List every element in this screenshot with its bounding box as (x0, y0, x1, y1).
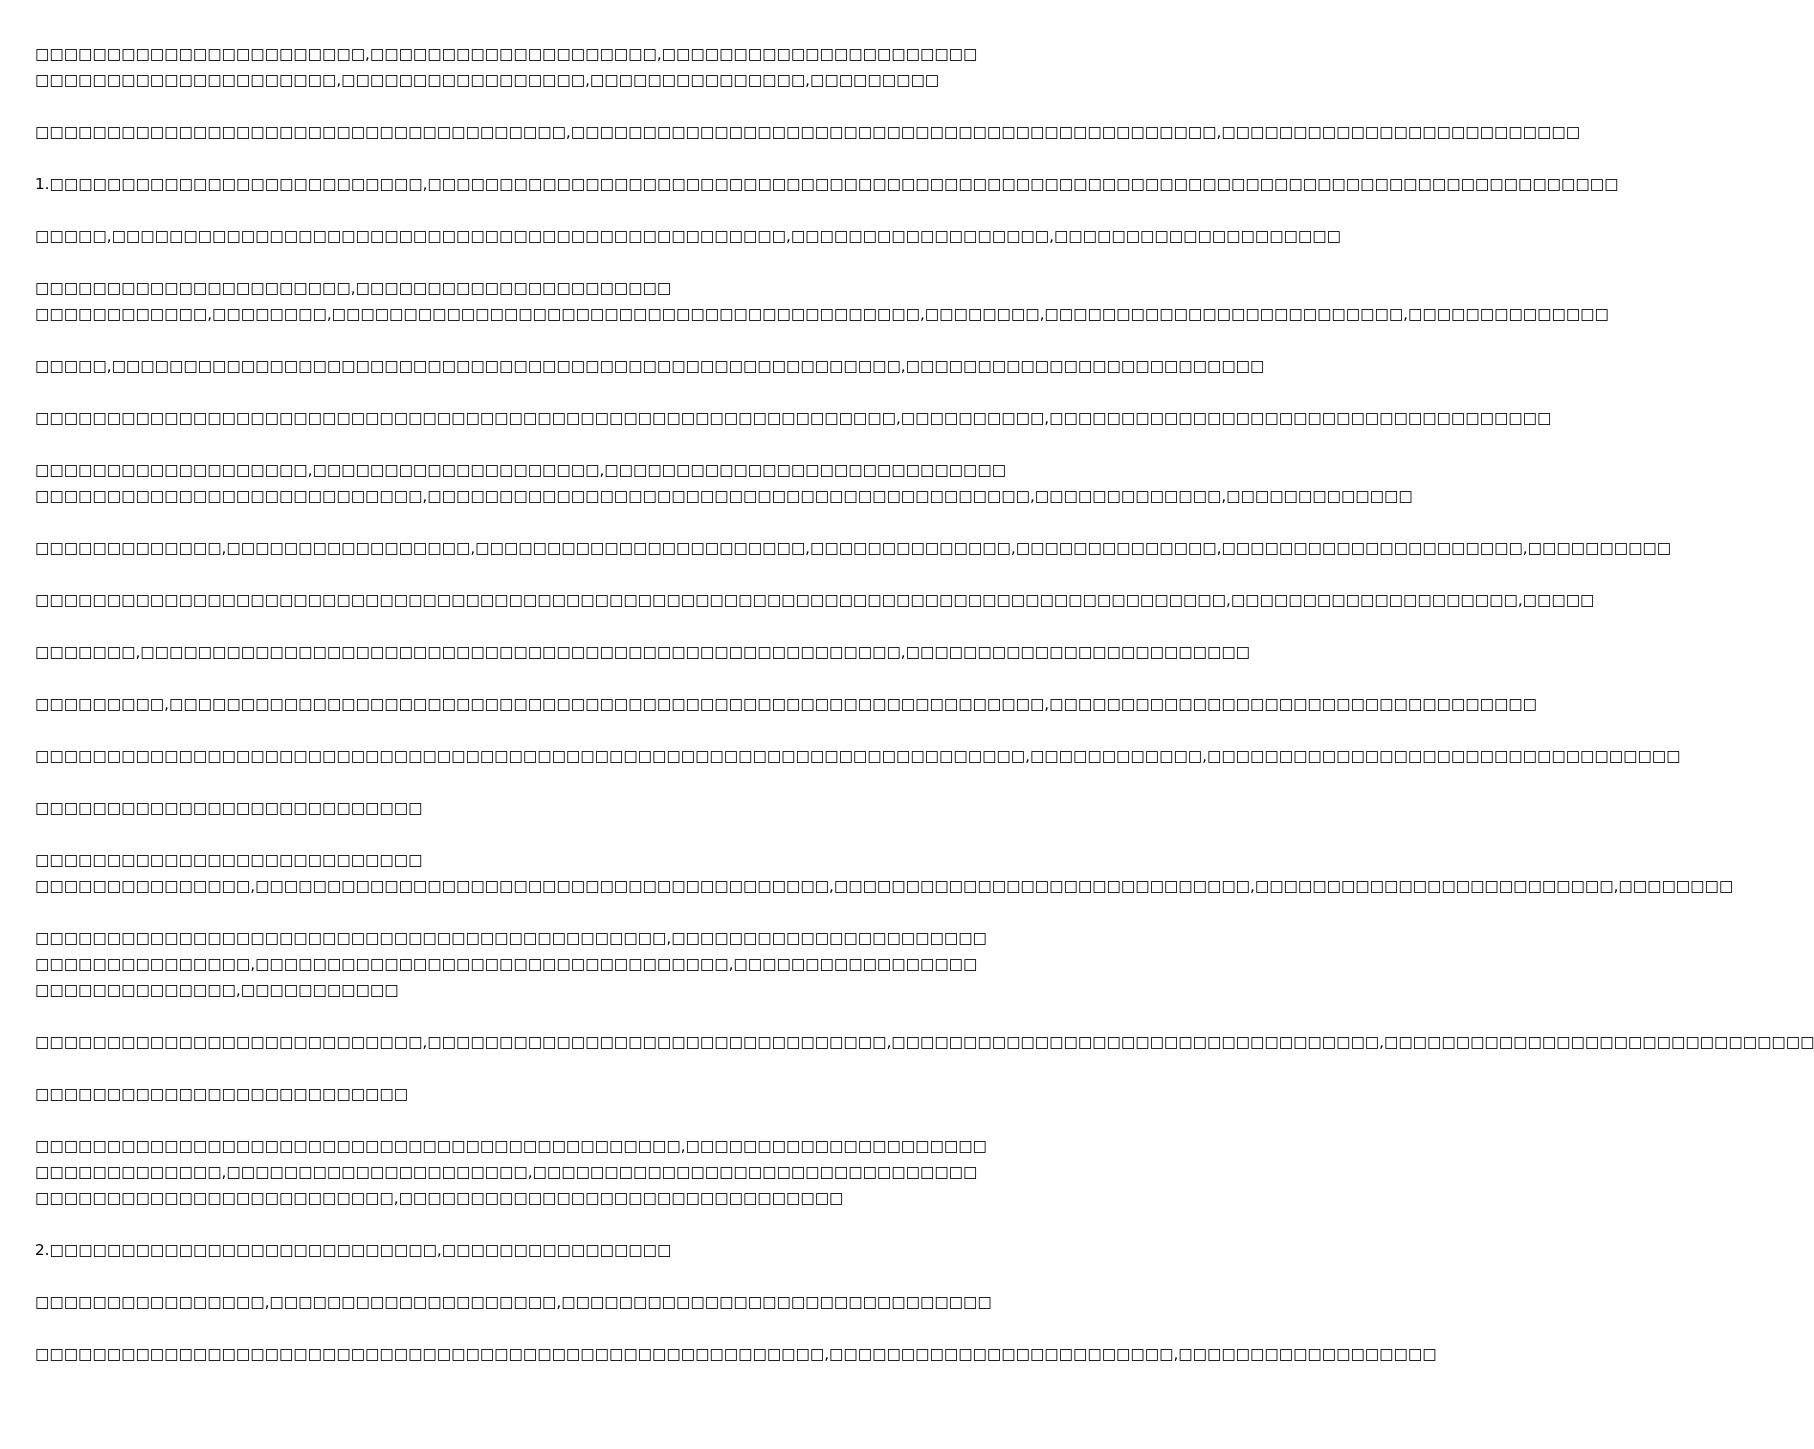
paragraph: 1.□□□□□□□□□□□□□□□□□□□□□□□□□□,□□□□□□□□□□□□□□□□□□□□□□□□□□□□□□□□□□□□□□□□□□□□□□□□□□□□□□□□□□□□□□□□□□□□□□□□□□□□□□□□□□□ (35, 175, 1619, 193)
paragraph: □□□□□□□□□□□□□□□□□□□,□□□□□□□□□□□□□□□□□□□□,□□□□□□□□□□□□□□□□□□□□□□□□□□□□ (35, 461, 1007, 479)
paragraph: □□□□□□□□□□□□□□□□□□□□□□□□□□□□□□□□□□□□□□□□□□□□□□□□□□□□□□□□□□□□,□□□□□□□□□□,□□□□□□□□□□□□□□□□□□□□□□□□□□□□□□□□□□□ (35, 409, 1552, 427)
paragraph: □□□□□□□□□□□□□□□□□□□□□□□,□□□□□□□□□□□□□□□□□□□□,□□□□□□□□□□□□□□□□□□□□□□□□□□□□□□□□□□□□□□□□□□□,□□□□□□□□□□□□□□□□□,□□□□□□□□□□□□□□□,□□□□□□□□□ (35, 45, 978, 89)
paragraph: □□□□□□□□□□□□□□□□,□□□□□□□□□□□□□□□□□□□□,□□□□□□□□□□□□□□□□□□□□□□□□□□□□□□ (35, 1293, 992, 1311)
paragraph: □□□□□□□□□□□□□□□,□□□□□□□□□□□□□□□□□□□□□□□□□□□□□□□□□□□□□□□□,□□□□□□□□□□□□□□□□□□□□□□□□□□□□□,□□□□□□□□□□□□□□□□□□□□□□□□□,□□□□□□□□ (35, 877, 1734, 895)
paragraph: □□□□□□□□□□□□□□□□□□□□□□□□□□□□□□□□□□□□□□□□□□□□□□□□□□□□□□□,□□□□□□□□□□□□□□□□□□□□□□□□,□□□□□□□□□□□□□□□□□□ (35, 1345, 1437, 1363)
paragraph: □□□□□□□□□□□□□□□□□□□□□□□□□□□□□□□□□□□□□□□□□□□□□□□□□□□□□□□□□□□□□□□□□□□□□,□□□□□□□□□□□□,□□□□□□□□□□□□□□□□□□□□□□□□□□□□□□□□□ (35, 747, 1681, 765)
paragraph: □□□□□□□□□□□□□□□□□□□□□□□□□□□ (35, 851, 423, 869)
paragraph: □□□□□,□□□□□□□□□□□□□□□□□□□□□□□□□□□□□□□□□□□□□□□□□□□□□□□,□□□□□□□□□□□□□□□□□□,□□□□□□□□□□□□□□□□□□□□ (35, 227, 1341, 245)
paragraph: □□□□□□□□□□□□□□□□□□□□□□□□□□□□□□□□□□□□□□□□□□□□□,□□□□□□□□□□□□□□□□□□□□□□□□□□□□□□□□□□,□□□□□□□□□□□□□□□□□□□□□,□□□□□□□□□□□□□□□□□□□□□□□□□□□□□□□□□□□□□□□□□□□□□□□□□□□□□□□□,□□□□□□□□□□□□□□□□□□□□□□□□□□□□□□□ (35, 1137, 987, 1207)
paragraph: □□□□□□□□□,□□□□□□□□□□□□□□□□□□□□□□□□□□□□□□□□□□□□□□□□□□□□□□□□□□□□□□□□□□□□□,□□□□□□□□□□□□□□□□□□□□□□□□□□□□□□□□□□ (35, 695, 1538, 713)
paragraph: □□□□□□□□□□□□□□□□□□□□□□□□□□□□□□□□□□□□□,□□□□□□□□□□□□□□□□□□□□□□□□□□□□□□□□□□□□□□□□□□□□□,□□□□□□□□□□□□□□□□□□□□□□□□□ (35, 123, 1581, 141)
paragraph: 2.□□□□□□□□□□□□□□□□□□□□□□□□□□□,□□□□□□□□□□□□□□□□ (35, 1241, 672, 1259)
paragraph: □□□□□□□□□□□□□□□□□□□□□□□□□□□,□□□□□□□□□□□□□□□□□□□□□□□□□□□□□□□□,□□□□□□□□□□□□□□□□□□□□□□□□□□□□□□□□□□,□□□□□□□□□□□□□□□□□□□□□□□□□□□□□□ (35, 1033, 1814, 1051)
paragraph: □□□□□□□□□□□□□□□□□□□□□□□□□□□□□□□□□□□□□□□□□□□□,□□□□□□□□□□□□□□□□□□□□□□□□□□□□□□□□□□□□□,□□□□□□□□□□□□□□□□□□□□□□□□□□□□□□□□□,□□□□□□□□□□□□□□□□□□□□□□□□□□□□□□□,□□□□□□□□□□□ (35, 929, 987, 999)
paragraph: □□□□□□□□□□□□□□□□□□□□□□□□□□□,□□□□□□□□□□□□□□□□□□□□□□□□□□□□□□□□□□□□□□□□□□,□□□□□□□□□□□□□,□□□□□□□□□□□□□ (35, 487, 1413, 505)
paragraph: □□□□□□□□□□□□□,□□□□□□□□□□□□□□□□□,□□□□□□□□□□□□□□□□□□□□□□□,□□□□□□□□□□□□□□,□□□□□□□□□□□□□□,□□□□□□□□□□□□□□□□□□□□□,□□□□□□□□□□ (35, 539, 1672, 557)
paragraph: □□□□□,□□□□□□□□□□□□□□□□□□□□□□□□□□□□□□□□□□□□□□□□□□□□□□□□□□□□□□□,□□□□□□□□□□□□□□□□□□□□□□□□□ (35, 357, 1265, 375)
paragraph: □□□□□□□□□□□□□□□□□□□□□□,□□□□□□□□□□□□□□□□□□□□□□ (35, 279, 672, 297)
paragraph: □□□□□□□,□□□□□□□□□□□□□□□□□□□□□□□□□□□□□□□□□□□□□□□□□□□□□□□□□□□□□,□□□□□□□□□□□□□□□□□□□□□□□□ (35, 643, 1251, 661)
paragraph: □□□□□□□□□□□□,□□□□□□□□,□□□□□□□□□□□□□□□□□□□□□□□□□□□□□□□□□□□□□□□□□,□□□□□□□□,□□□□□□□□□□□□□□□□□□□□□□□□□,□□□□□□□□□□□□□□ (35, 305, 1609, 323)
paragraph: □□□□□□□□□□□□□□□□□□□□□□□□□□□□□□□□□□□□□□□□□□□□□□□□□□□□□□□□□□□□□□□□□□□□□□□□□□□□□□□□□□□,□□□□□□□□□□□□□□□□□□□□,□□□□□ (35, 591, 1595, 609)
document-body (35, 41, 1814, 1393)
paragraph: □□□□□□□□□□□□□□□□□□□□□□□□□□ (35, 1085, 409, 1103)
paragraph: □□□□□□□□□□□□□□□□□□□□□□□□□□□ (35, 799, 423, 817)
